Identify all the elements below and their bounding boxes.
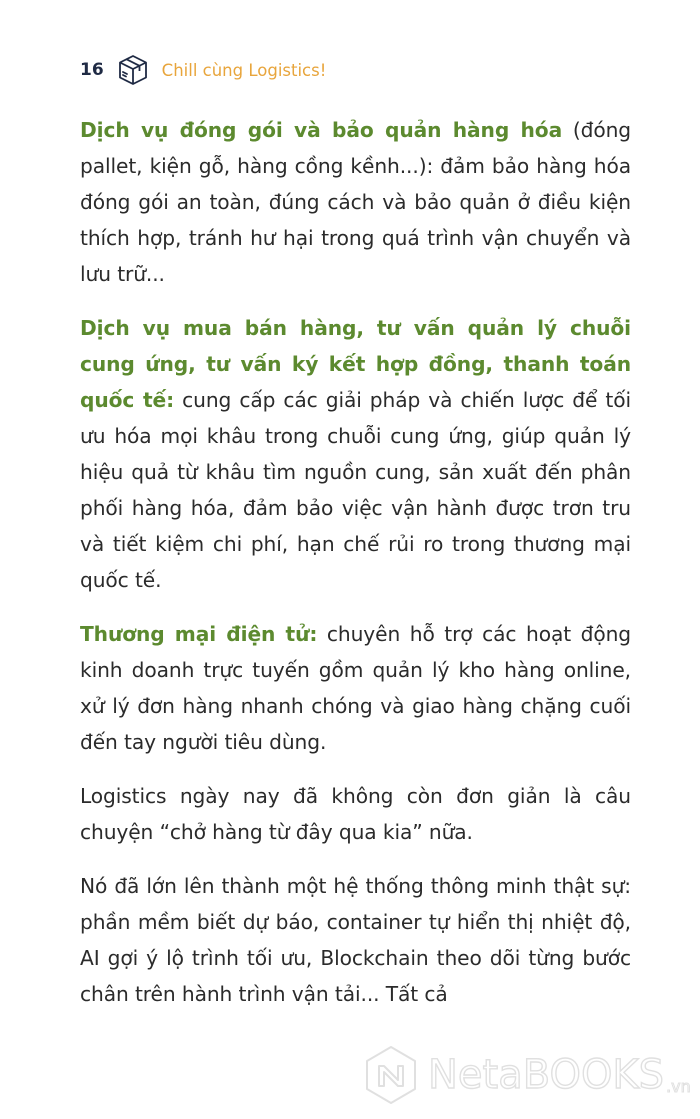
page-number: 16: [80, 60, 104, 80]
paragraph-ecommerce: [80, 616, 631, 760]
paragraph-heading: Thương mại điện tử:: [80, 622, 318, 646]
paragraph-packaging: [80, 112, 631, 292]
paragraph-supply-chain: [80, 310, 631, 598]
paragraph-logistics-today: [80, 778, 631, 850]
netabooks-logo-icon: [360, 1044, 422, 1106]
paragraph-body: chuyên hỗ trợ các hoạt động kinh doanh trực tuyến gồm quản lý kho hàng online, xử lý đơn hàng nhanh chóng và giao hàng chặng cuối đến tay người tiêu dùng.: [80, 622, 632, 754]
page-header: [80, 52, 326, 88]
paragraph-heading: Dịch vụ đóng gói và bảo quản hàng hóa: [80, 118, 563, 142]
paragraph-smart-system: [80, 868, 631, 1012]
paragraph-body: Logistics ngày nay đã không còn đơn giản là câu chuyện “chở hàng từ đây qua kia” nữa.: [80, 784, 631, 844]
box-icon: [116, 53, 150, 87]
watermark-brand: NetaBOOKS: [428, 1052, 665, 1098]
paragraph-body: (đóng pallet, kiện gỗ, hàng cồng kềnh...): đảm bảo hàng hóa đóng gói an toàn, đúng cách và bảo quản ở điều kiện thích hợp, tránh hư hại trong quá trình vận chuyển và lưu trữ...: [80, 118, 631, 286]
paragraph-heading: Dịch vụ mua bán hàng, tư vấn quản lý chuỗi cung ứng, tư vấn ký kết hợp đồng, thanh toán quốc tế:: [80, 316, 631, 412]
watermark-domain: .vn: [666, 1077, 691, 1096]
netabooks-watermark: [360, 1040, 691, 1110]
paragraph-body: Nó đã lớn lên thành một hệ thống thông minh thật sự: phần mềm biết dự báo, container tự hiển thị nhiệt độ, AI gợi ý lộ trình tối ưu, Blockchain theo dõi từng bước chân trên hành trình vận tải... Tất cả: [80, 874, 631, 1006]
book-title: Chill cùng Logistics!: [161, 60, 327, 80]
paragraph-body: cung cấp các giải pháp và chiến lược để tối ưu hóa mọi khâu trong chuỗi cung ứng, giúp quản lý hiệu quả từ khâu tìm nguồn cung, sản xuất đến phân phối hàng hóa, đảm bảo việc vận hành được trơn tru và tiết kiệm chi phí, hạn chế rủi ro trong thương mại quốc tế.: [80, 388, 631, 592]
page-content: [80, 112, 631, 1030]
